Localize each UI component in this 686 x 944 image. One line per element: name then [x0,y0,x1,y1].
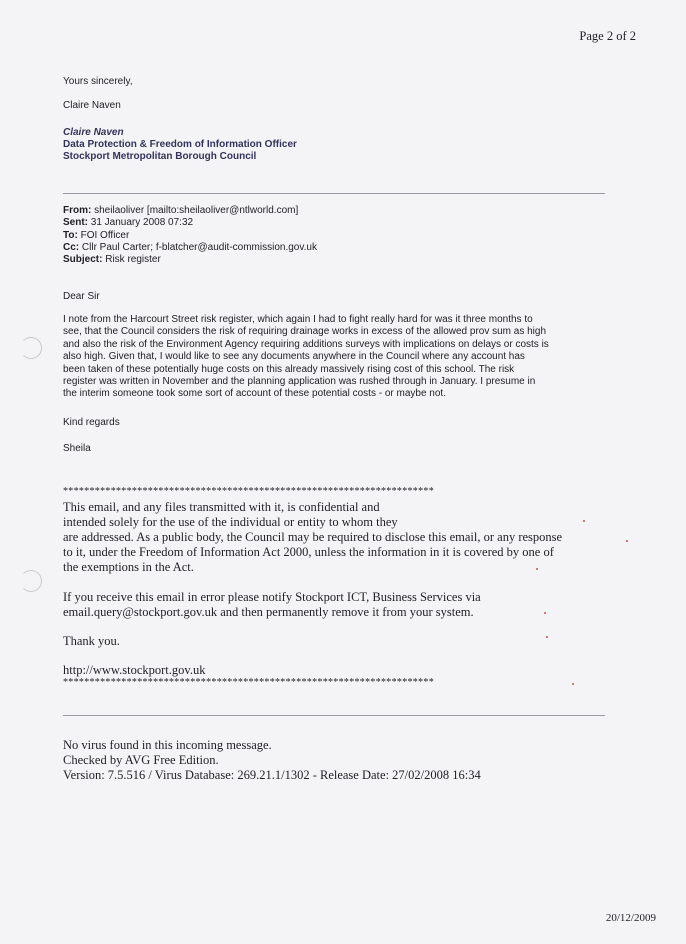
virus-line: Version: 7.5.516 / Virus Database: 269.21.1/1302 - Release Date: 27/02/2008 16:34 [63,768,481,782]
subject-value: Risk register [105,254,161,266]
disclaimer-para1 [63,500,633,575]
message-body [63,314,623,401]
email-header [63,205,317,266]
scan-speck [546,636,548,638]
header-subject [63,254,317,266]
signature-title: Data Protection & Freedom of Information Officer [63,139,297,150]
disclaimer-line: the exemptions in the Act. [63,560,194,574]
disclaimer-thanks: Thank you. [63,634,120,648]
stars-top: ********************************************************************** [63,486,434,497]
header-cc [63,242,317,254]
scan-speck [544,612,546,614]
scan-speck [572,683,574,685]
body-line: also high. Given that, I would like to see any documents anywhere in the Council where any account has [63,351,525,363]
sender-name: Sheila [63,443,91,454]
disclaimer-line: If you receive this email in error please notify Stockport ICT, Business Services via [63,590,481,604]
to-label: To: [63,229,78,241]
virus-line: Checked by AVG Free Edition. [63,753,219,767]
virus-check-block [63,738,481,783]
virus-line: No virus found in this incoming message. [63,738,272,752]
divider-top [63,193,605,194]
body-line: been taken of these potentially huge costs on this already massively rising cost of this school. The risk [63,363,515,375]
greeting: Dear Sir [63,291,100,302]
sent-label: Sent: [63,217,88,229]
scan-speck [536,568,538,570]
signature-org: Stockport Metropolitan Borough Council [63,151,257,162]
sent-value: 31 January 2008 07:32 [90,217,194,229]
disclaimer-line: email.query@stockport.gov.uk and then permanently remove it from your system. [63,605,474,619]
punch-hole-mark [20,337,42,359]
scan-speck [583,520,585,522]
punch-hole-mark [20,570,42,592]
council-url[interactable]: http://www.stockport.gov.uk [63,663,206,677]
disclaimer-para2 [63,590,633,620]
disclaimer-line: This email, and any files transmitted with it, is confidential and [63,500,380,514]
scan-speck [626,540,628,542]
cc-value: Cllr Paul Carter; f-blatcher@audit-commission.gov.uk [81,241,317,253]
body-line: see, that the Council considers the risk of requiring drainage works in excess of the allowed prov sum as high [63,326,547,338]
subject-label: Subject: [63,254,103,266]
page-number: Page 2 of 2 [579,29,636,43]
body-line: register was written in November and the planning application was rushed through in January. I presume in [63,376,536,388]
disclaimer-line: intended solely for the use of the individual or entity to whom they [63,515,398,529]
from-value: sheilaoliver [mailto:sheilaoliver@ntlworld.com] [94,205,299,216]
cc-label: Cc: [63,241,80,253]
divider-bottom [63,715,605,716]
header-to [63,230,317,242]
header-from [63,205,317,217]
disclaimer-line: are addressed. As a public body, the Council may be required to disclose this email, or any response [63,530,563,544]
header-sent [63,217,317,229]
body-line: I note from the Harcourt Street risk register, which again I had to fight really hard for was it three months to [63,314,533,325]
body-line: and also the risk of the Environment Agency requiring additions surveys with implications on delays or costs is [63,338,549,350]
from-label: From: [63,205,92,216]
closing-name: Claire Naven [63,100,121,111]
signoff: Kind regards [63,417,120,428]
signature-block [63,127,297,163]
body-line: the interim someone took some sort of account of these potential costs - or maybe not. [63,388,446,400]
disclaimer-line: to it, under the Freedom of Information Act 2000, unless the information in it is covered by one of [63,545,554,559]
stars-bottom: ********************************************************************** [63,677,434,688]
to-value: FOI Officer [80,229,130,241]
closing-salutation: Yours sincerely, [63,76,133,87]
print-date: 20/12/2009 [605,912,656,924]
signature-name: Claire Naven [63,127,124,138]
